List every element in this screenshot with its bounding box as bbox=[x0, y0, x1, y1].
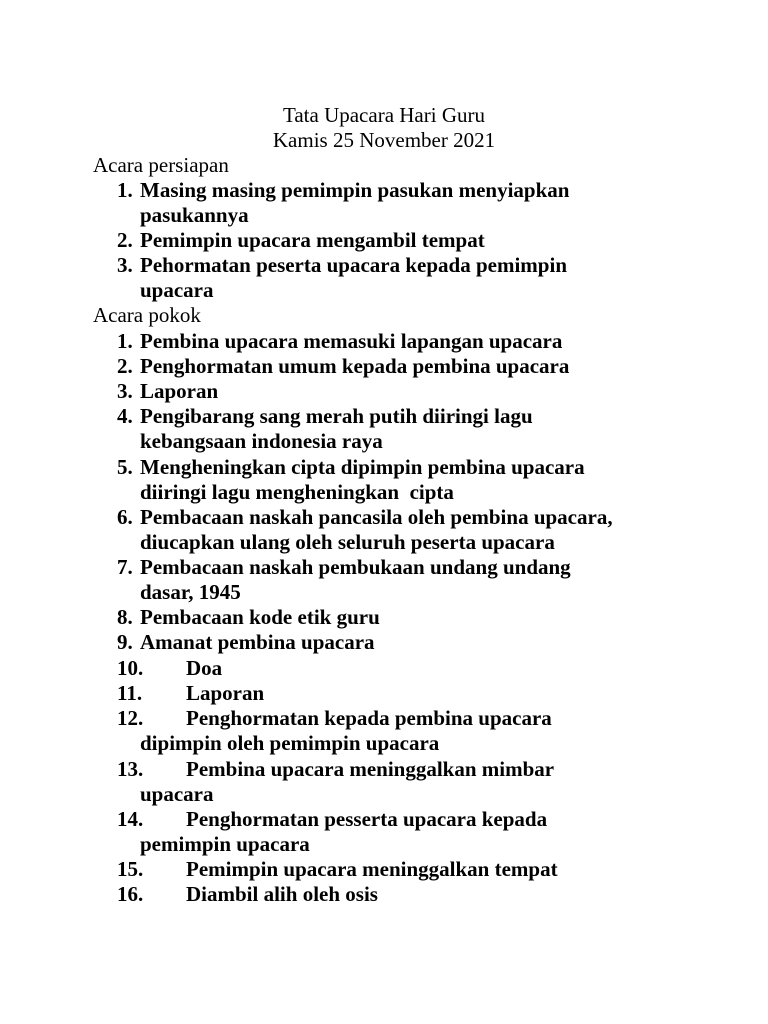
item-text: Penghormatan pesserta upacara kepada bbox=[186, 807, 548, 831]
item-text: Amanat pembina upacara bbox=[140, 630, 375, 654]
item-number: 11. bbox=[117, 681, 143, 705]
item-text: Laporan bbox=[140, 379, 219, 403]
item-text: Masing masing pemimpin pasukan menyiapkan bbox=[140, 178, 570, 202]
item-text: Penghormatan kepada pembina upacara bbox=[186, 706, 552, 730]
item-number: 3. bbox=[117, 253, 133, 277]
item-number: 5. bbox=[117, 455, 133, 479]
item-number: 3. bbox=[117, 379, 133, 403]
item-text: Mengheningkan cipta dipimpin pembina upacara bbox=[140, 455, 585, 479]
item-text: Pemimpin upacara mengambil tempat bbox=[140, 228, 485, 252]
item-number: 6. bbox=[117, 505, 133, 529]
item-number: 13. bbox=[117, 757, 144, 781]
section-heading-persiapan: Acara persiapan bbox=[93, 153, 229, 177]
item-continuation: dasar, 1945 bbox=[140, 580, 241, 604]
item-continuation: upacara bbox=[140, 782, 214, 806]
item-continuation: dipimpin oleh pemimpin upacara bbox=[140, 731, 440, 755]
item-continuation: pemimpin upacara bbox=[140, 832, 310, 856]
item-continuation: diucapkan ulang oleh seluruh peserta upacara bbox=[140, 530, 555, 554]
item-number: 1. bbox=[117, 178, 133, 202]
item-text: Pembacaan naskah pancasila oleh pembina upacara, bbox=[140, 505, 613, 529]
item-text: Doa bbox=[186, 656, 223, 680]
document-title: Tata Upacara Hari Guru bbox=[282, 103, 485, 127]
item-number: 4. bbox=[117, 404, 133, 428]
item-text: Pembacaan kode etik guru bbox=[140, 605, 380, 629]
item-text: Penghormatan umum kepada pembina upacara bbox=[140, 354, 570, 378]
item-text: Pembina upacara meninggalkan mimbar bbox=[186, 757, 555, 781]
item-number: 16. bbox=[117, 882, 144, 906]
item-text: Laporan bbox=[186, 681, 265, 705]
item-number: 10. bbox=[117, 656, 144, 680]
item-number: 15. bbox=[117, 857, 144, 881]
item-continuation: upacara bbox=[140, 278, 214, 302]
item-number: 9. bbox=[117, 630, 133, 654]
item-number: 12. bbox=[117, 706, 144, 730]
item-text: Pembina upacara memasuki lapangan upacara bbox=[140, 329, 563, 353]
item-text: Diambil alih oleh osis bbox=[186, 882, 378, 906]
item-number: 2. bbox=[117, 354, 133, 378]
section-heading-pokok: Acara pokok bbox=[93, 303, 201, 327]
item-number: 8. bbox=[117, 605, 133, 629]
item-number: 1. bbox=[117, 329, 133, 353]
document-date: Kamis 25 November 2021 bbox=[272, 128, 496, 152]
item-text: Pengibarang sang merah putih diiringi lagu bbox=[140, 404, 533, 428]
item-text: Pehormatan peserta upacara kepada pemimpin bbox=[140, 253, 567, 277]
item-continuation: diiringi lagu mengheningkan cipta bbox=[140, 480, 454, 504]
item-continuation: kebangsaan indonesia raya bbox=[140, 429, 383, 453]
item-number: 2. bbox=[117, 228, 133, 252]
item-text: Pemimpin upacara meninggalkan tempat bbox=[186, 857, 558, 881]
item-text: Pembacaan naskah pembukaan undang undang bbox=[140, 555, 571, 579]
item-number: 7. bbox=[117, 555, 133, 579]
item-continuation: pasukannya bbox=[140, 203, 249, 227]
item-number: 14. bbox=[117, 807, 144, 831]
